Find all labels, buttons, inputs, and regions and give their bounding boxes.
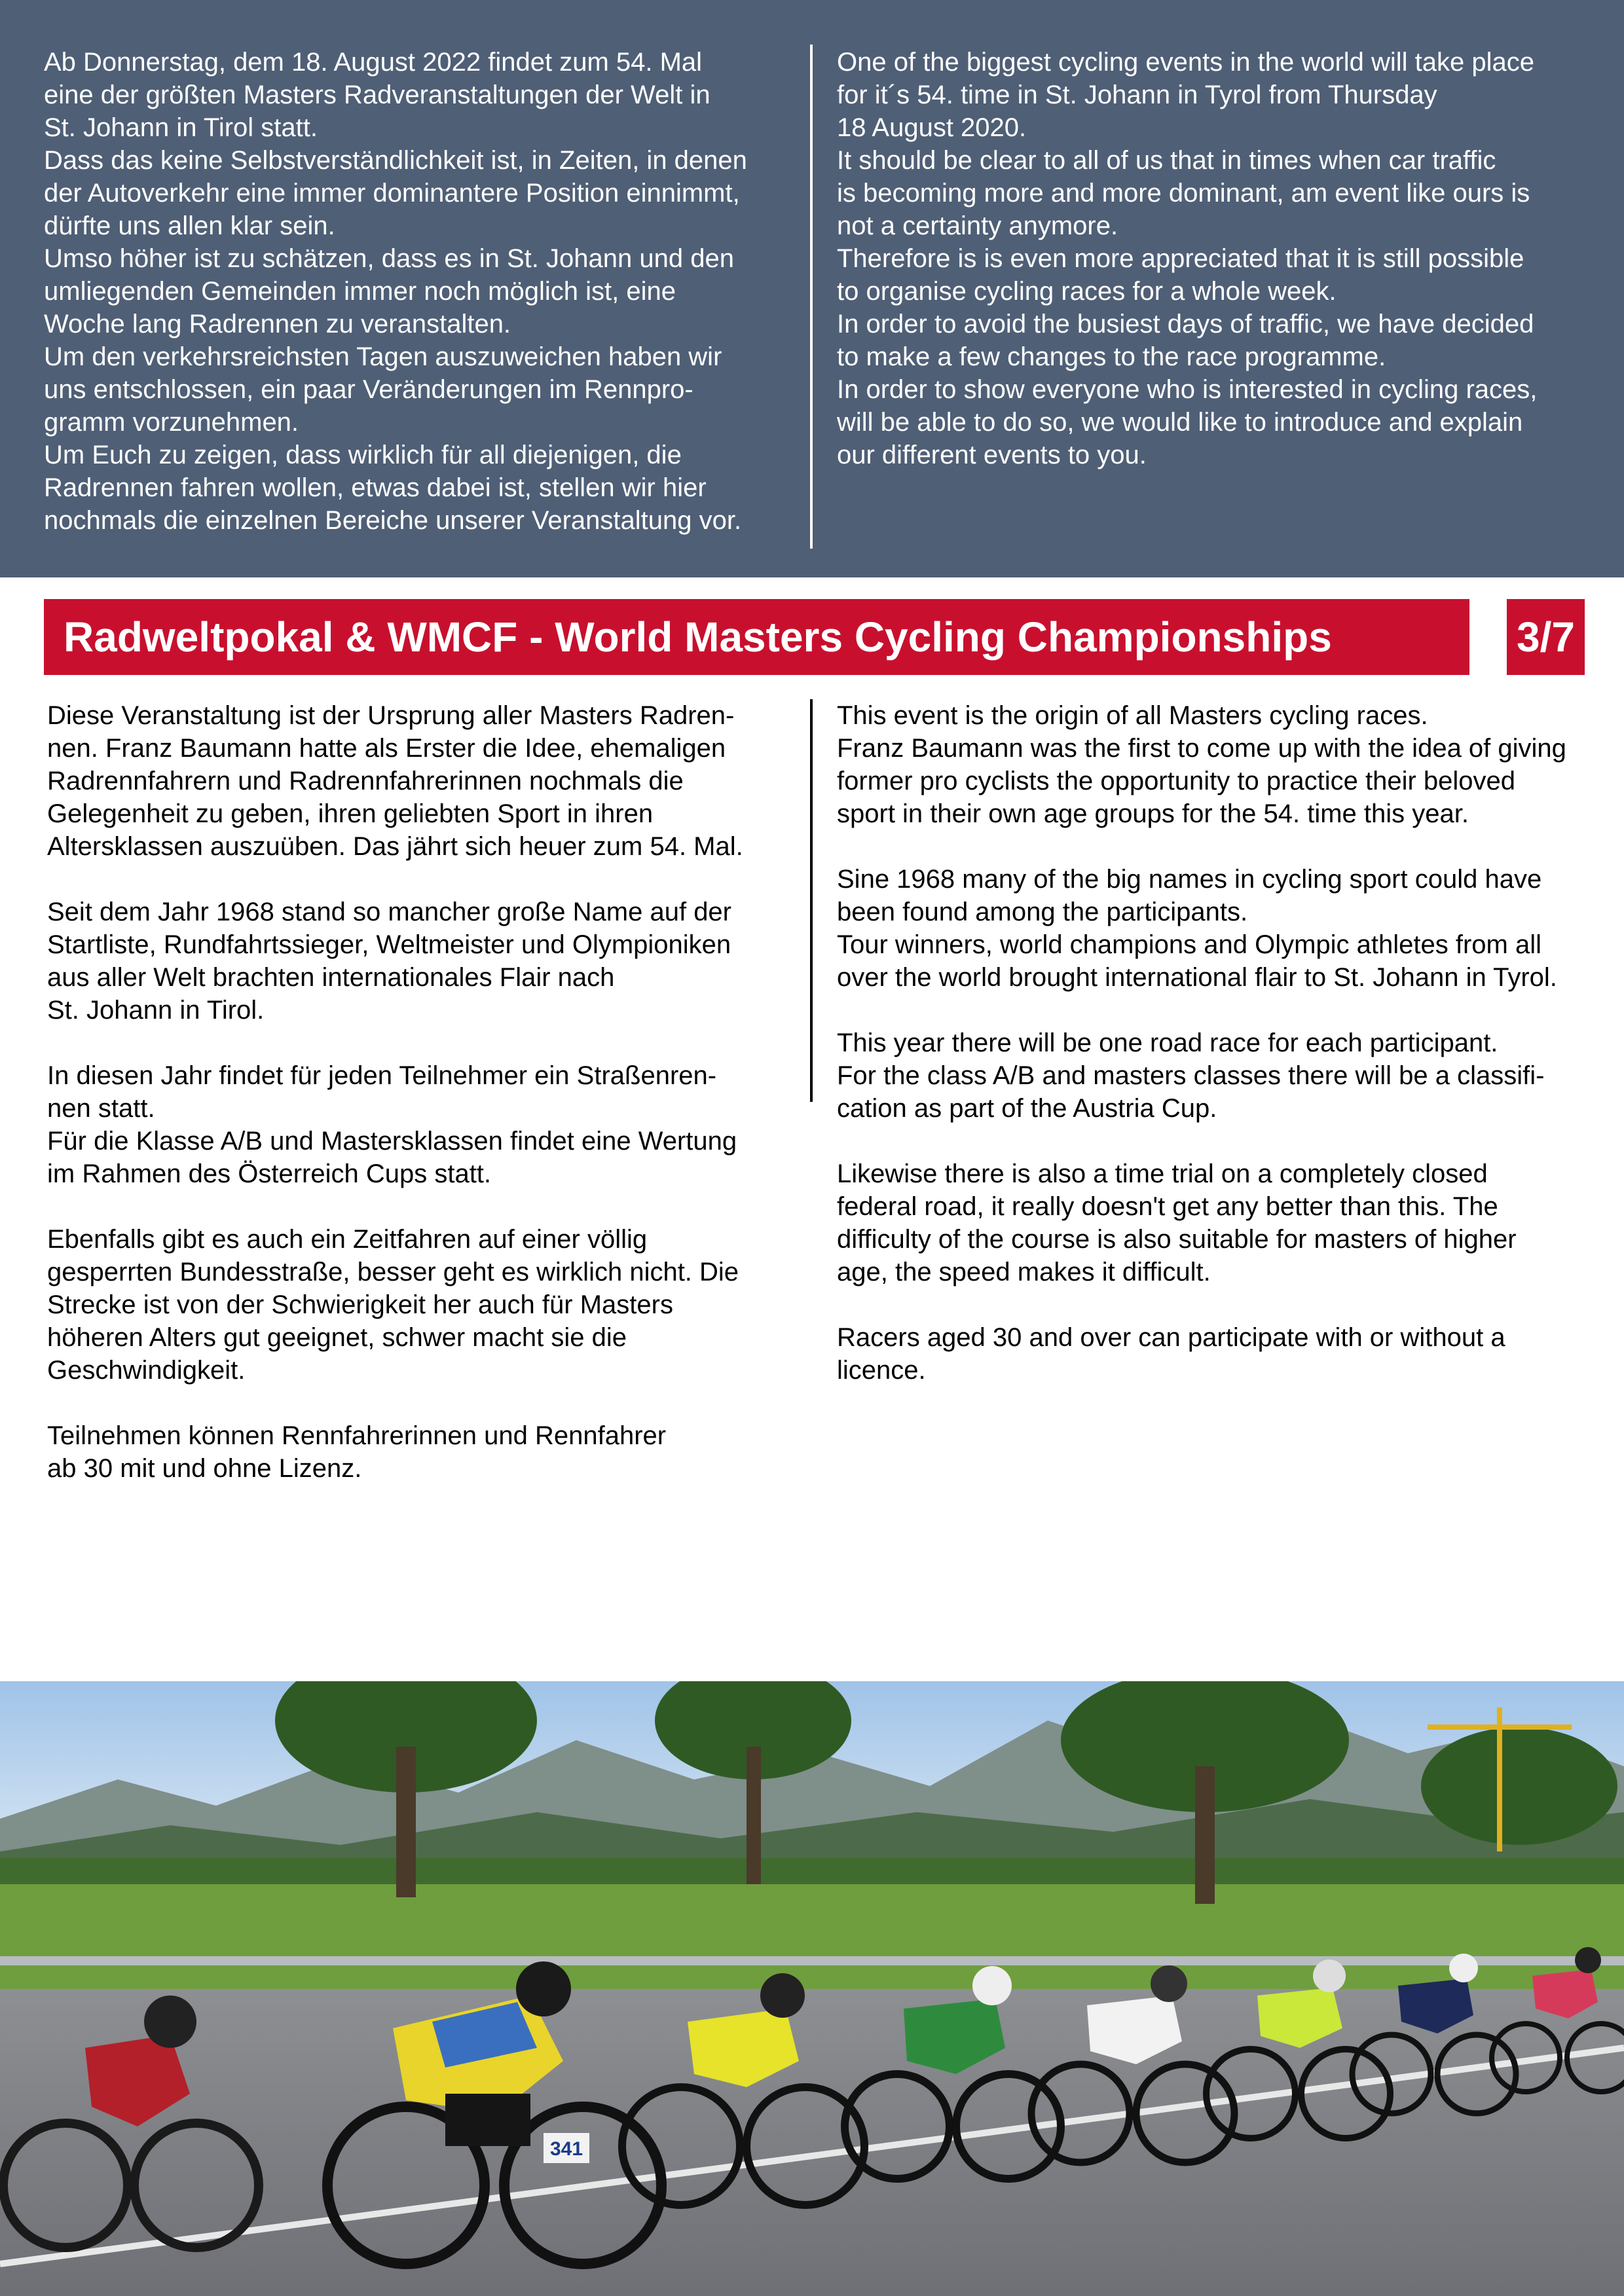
tree-trunk (396, 1747, 416, 1897)
text-line: St. Johann in Tirol. (47, 996, 265, 1025)
text-line: Radrennen fahren wollen, etwas dabei ist, stellen wir hier (44, 473, 707, 502)
meadow (0, 1878, 1624, 2002)
text-line: Racers aged 30 and over can participate with or without a (837, 1323, 1505, 1352)
text-line: Für die Klasse A/B und Mastersklassen findet eine Wertung (47, 1127, 737, 1156)
text-line: Sine 1968 many of the big names in cycling sport could have (837, 865, 1542, 894)
text-line: for it´s 54. time in St. Johann in Tyrol from Thursday (837, 81, 1437, 109)
rider-helmet (1151, 1965, 1187, 2002)
text-line: This year there will be one road race for each participant. (837, 1029, 1498, 1057)
text-line: Geschwindigkeit. (47, 1356, 246, 1385)
section-title: Radweltpokal & WMCF - World Masters Cycling Championships (44, 599, 1469, 675)
paragraph (837, 1027, 1603, 1125)
intro-text-english (837, 46, 1583, 471)
text-line: der Autoverkehr eine immer dominantere Position einnimmt, (44, 179, 740, 208)
rider-helmet (1449, 1954, 1478, 1982)
text-line: In order to avoid the busiest days of traffic, we have decided (837, 310, 1534, 338)
text-line: Seit dem Jahr 1968 stand so mancher große Name auf der (47, 898, 731, 926)
body-column-divider (810, 699, 813, 1102)
text-line: to make a few changes to the race programme. (837, 342, 1386, 371)
hedge (0, 1858, 1624, 1884)
paragraph (47, 699, 800, 863)
text-line: Um Euch zu zeigen, dass wirklich für all diejenigen, die (44, 441, 682, 469)
text-line: ab 30 mit und ohne Lizenz. (47, 1454, 362, 1483)
text-line: licence. (837, 1356, 926, 1385)
text-line: It should be clear to all of us that in times when car traffic (837, 146, 1496, 175)
rider-helmet (760, 1973, 805, 2018)
text-line: In order to show everyone who is interested in cycling races, (837, 375, 1538, 404)
intro-band (0, 0, 1624, 577)
text-line: höheren Alters gut geeignet, schwer macht sie die (47, 1323, 627, 1352)
paragraph (47, 896, 800, 1027)
text-line: 18 August 2020. (837, 113, 1027, 142)
text-line: will be able to do so, we would like to introduce and explain (837, 408, 1523, 437)
text-line: difficulty of the course is also suitable for masters of higher (837, 1225, 1517, 1254)
intro-column-divider (810, 45, 813, 549)
text-line: Startliste, Rundfahrtssieger, Weltmeister und Olympioniken (47, 930, 731, 959)
text-line: Likewise there is also a time trial on a completely closed (837, 1159, 1488, 1188)
text-line: Umso höher ist zu schätzen, dass es in St. Johann und den (44, 244, 734, 273)
text-line: sport in their own age groups for the 54. time this year. (837, 799, 1469, 828)
text-line: Altersklassen auszuüben. Das jährt sich heuer zum 54. Mal. (47, 832, 743, 861)
text-line: dürfte uns allen klar sein. (44, 211, 335, 240)
paragraph (47, 1223, 800, 1387)
text-line: Um den verkehrsreichsten Tagen auszuweichen haben wir (44, 342, 722, 371)
text-line: nen. Franz Baumann hatte als Erster die Idee, ehemaligen (47, 734, 726, 763)
text-line: Strecke ist von der Schwierigkeit her auch für Masters (47, 1290, 673, 1319)
text-line: Woche lang Radrennen zu veranstalten. (44, 310, 511, 338)
text-line: Radrennfahrern und Radrennfahrerinnen nochmals die (47, 767, 684, 795)
text-line: is becoming more and more dominant, am event like ours is (837, 179, 1530, 208)
text-line: eine der größten Masters Radveranstaltungen der Welt in (44, 81, 710, 109)
cycling-race-illustration (0, 1681, 1624, 2296)
text-line: Therefore is is even more appreciated that it is still possible (837, 244, 1524, 273)
tree-trunk (1195, 1766, 1215, 1904)
paragraph (837, 1157, 1603, 1288)
text-line: nochmals die einzelnen Bereiche unserer Veranstaltung vor. (44, 506, 742, 535)
paragraph (47, 1419, 800, 1485)
body-text-english (837, 699, 1603, 1419)
text-line: In diesen Jahr findet für jeden Teilnehmer ein Straßenren- (47, 1061, 717, 1090)
page-number-badge: 3/7 (1507, 599, 1585, 675)
text-line: Gelegenheit zu geben, ihren geliebten Sport in ihren (47, 799, 654, 828)
text-line: been found among the participants. (837, 898, 1248, 926)
text-line: Franz Baumann was the first to come up with the idea of giving (837, 734, 1566, 763)
text-line: For the class A/B and masters classes there will be a classifi- (837, 1061, 1545, 1090)
text-line: gramm vorzunehmen. (44, 408, 299, 437)
paragraph (837, 1321, 1603, 1387)
text-line: One of the biggest cycling events in the world will take place (837, 48, 1535, 77)
race-number: 341 (549, 2138, 583, 2160)
tree-trunk (747, 1747, 761, 1884)
text-line: to organise cycling races for a whole week. (837, 277, 1337, 306)
text-line: uns entschlossen, ein paar Veränderungen im Rennpro- (44, 375, 693, 404)
cycling-race-photo (0, 1681, 1624, 2296)
text-line: St. Johann in Tirol statt. (44, 113, 318, 142)
text-line: gesperrten Bundesstraße, besser geht es wirklich nicht. Die (47, 1258, 739, 1286)
text-line: former pro cyclists the opportunity to practice their beloved (837, 767, 1516, 795)
text-line: age, the speed makes it difficult. (837, 1258, 1211, 1286)
text-line: cation as part of the Austria Cup. (837, 1094, 1217, 1123)
tree (1421, 1727, 1617, 1845)
text-line: Dass das keine Selbstverständlichkeit ist, in Zeiten, in denen (44, 146, 747, 175)
text-line: Teilnehmen können Rennfahrerinnen und Rennfahrer (47, 1421, 667, 1450)
paragraph (47, 1059, 800, 1190)
body-text-german (47, 699, 800, 1518)
rider-helmet (1575, 1947, 1601, 1973)
text-line: Ebenfalls gibt es auch ein Zeitfahren auf einer völlig (47, 1225, 648, 1254)
text-line: not a certainty anymore. (837, 211, 1118, 240)
rider-helmet (516, 1961, 571, 2016)
rider-shorts (445, 2094, 530, 2146)
text-line: umliegenden Gemeinden immer noch möglich ist, eine (44, 277, 676, 306)
rider-helmet (1313, 1959, 1346, 1992)
guard-rail (0, 1956, 1624, 1965)
text-line: aus aller Welt brachten internationales Flair nach (47, 963, 615, 992)
text-line: im Rahmen des Österreich Cups statt. (47, 1159, 492, 1188)
text-line: nen statt. (47, 1094, 155, 1123)
text-line: This event is the origin of all Masters cycling races. (837, 701, 1428, 730)
text-line: Tour winners, world champions and Olympic athletes from all (837, 930, 1541, 959)
intro-text-german (44, 46, 790, 537)
paragraph (837, 699, 1603, 830)
text-line: our different events to you. (837, 441, 1147, 469)
text-line: Ab Donnerstag, dem 18. August 2022 findet zum 54. Mal (44, 48, 703, 77)
rider-helmet (144, 1995, 196, 2048)
paragraph (837, 863, 1603, 994)
rider-helmet (972, 1966, 1012, 2005)
text-line: Diese Veranstaltung ist der Ursprung aller Masters Radren- (47, 701, 735, 730)
text-line: over the world brought international flair to St. Johann in Tyrol. (837, 963, 1557, 992)
text-line: federal road, it really doesn't get any better than this. The (837, 1192, 1498, 1221)
